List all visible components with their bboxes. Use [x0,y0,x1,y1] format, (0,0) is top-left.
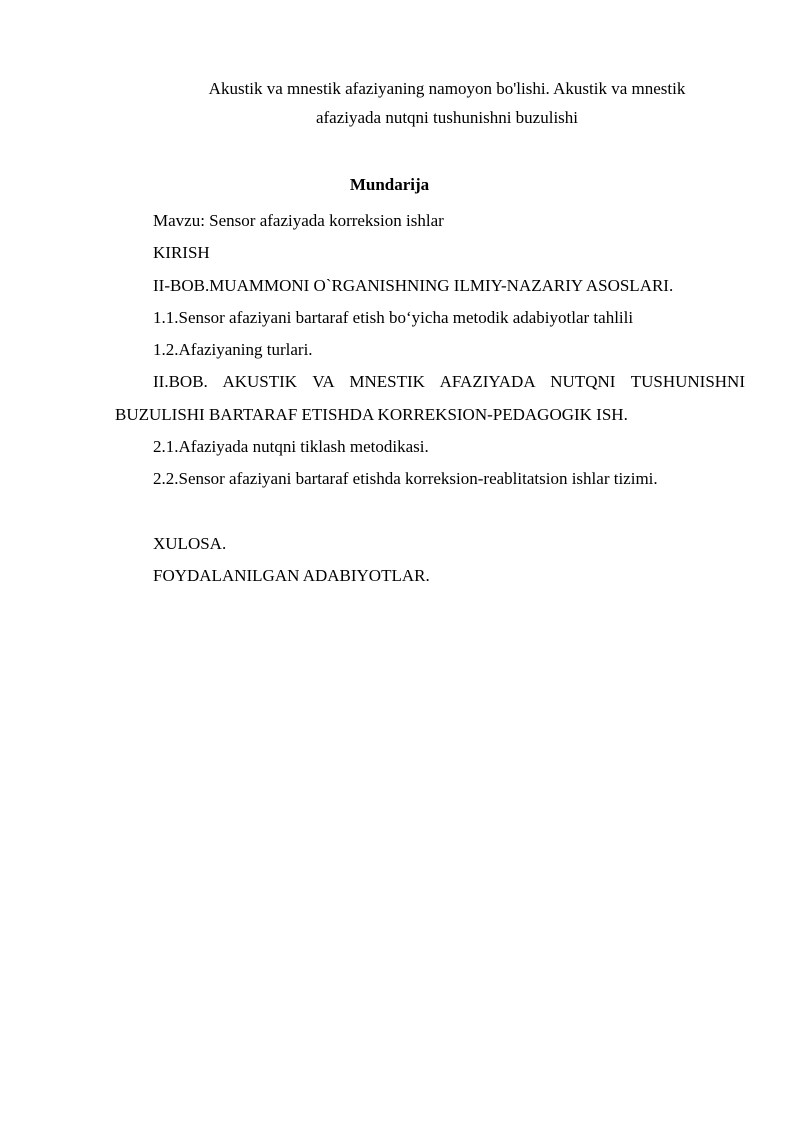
toc-item-section-1-2: 1.2.Afaziyaning turlari. [153,340,313,360]
toc-heading: Mundarija [349,175,430,194]
title-line-2: afaziyada nutqni tushunishni buzulishi [315,108,579,127]
document-title [112,74,782,132]
toc-item-section-2-2: 2.2.Sensor afaziyani bartaraf etishda korreksion-reablitatsion ishlar tizimi. [153,469,658,489]
table-of-contents [115,205,745,592]
toc-item-chapter-1: II-BOB.MUAMMONI O`RGANISHNING ILMIY-NAZARIY ASOSLARI. [153,275,674,295]
toc-item-section-2-1: 2.1.Afaziyada nutqni tiklash metodikasi. [153,437,429,457]
toc-item-references: FOYDALANILGAN ADABIYOTLAR. [153,565,430,585]
toc-item-chapter-2: II.BOB. AKUSTIK VA MNESTIK AFAZIYADA NUTQNI TUSHUNISHNI BUZULISHI BARTARAF ETISHDA KORREKSION-PEDAGOGIK ISH. [115,372,745,424]
toc-item-section-1-1: 1.1.Sensor afaziyani bartaraf etish bo‘yicha metodik adabiyotlar tahlili [153,307,634,327]
toc-item-topic: Mavzu: Sensor afaziyada korreksion ishlar [153,211,444,230]
title-line-1: Akustik va mnestik afaziyaning namoyon bo'lishi. Akustik va mnestik [208,79,686,98]
toc-item-introduction: KIRISH [153,243,210,263]
toc-item-conclusion: XULOSA. [153,533,227,553]
